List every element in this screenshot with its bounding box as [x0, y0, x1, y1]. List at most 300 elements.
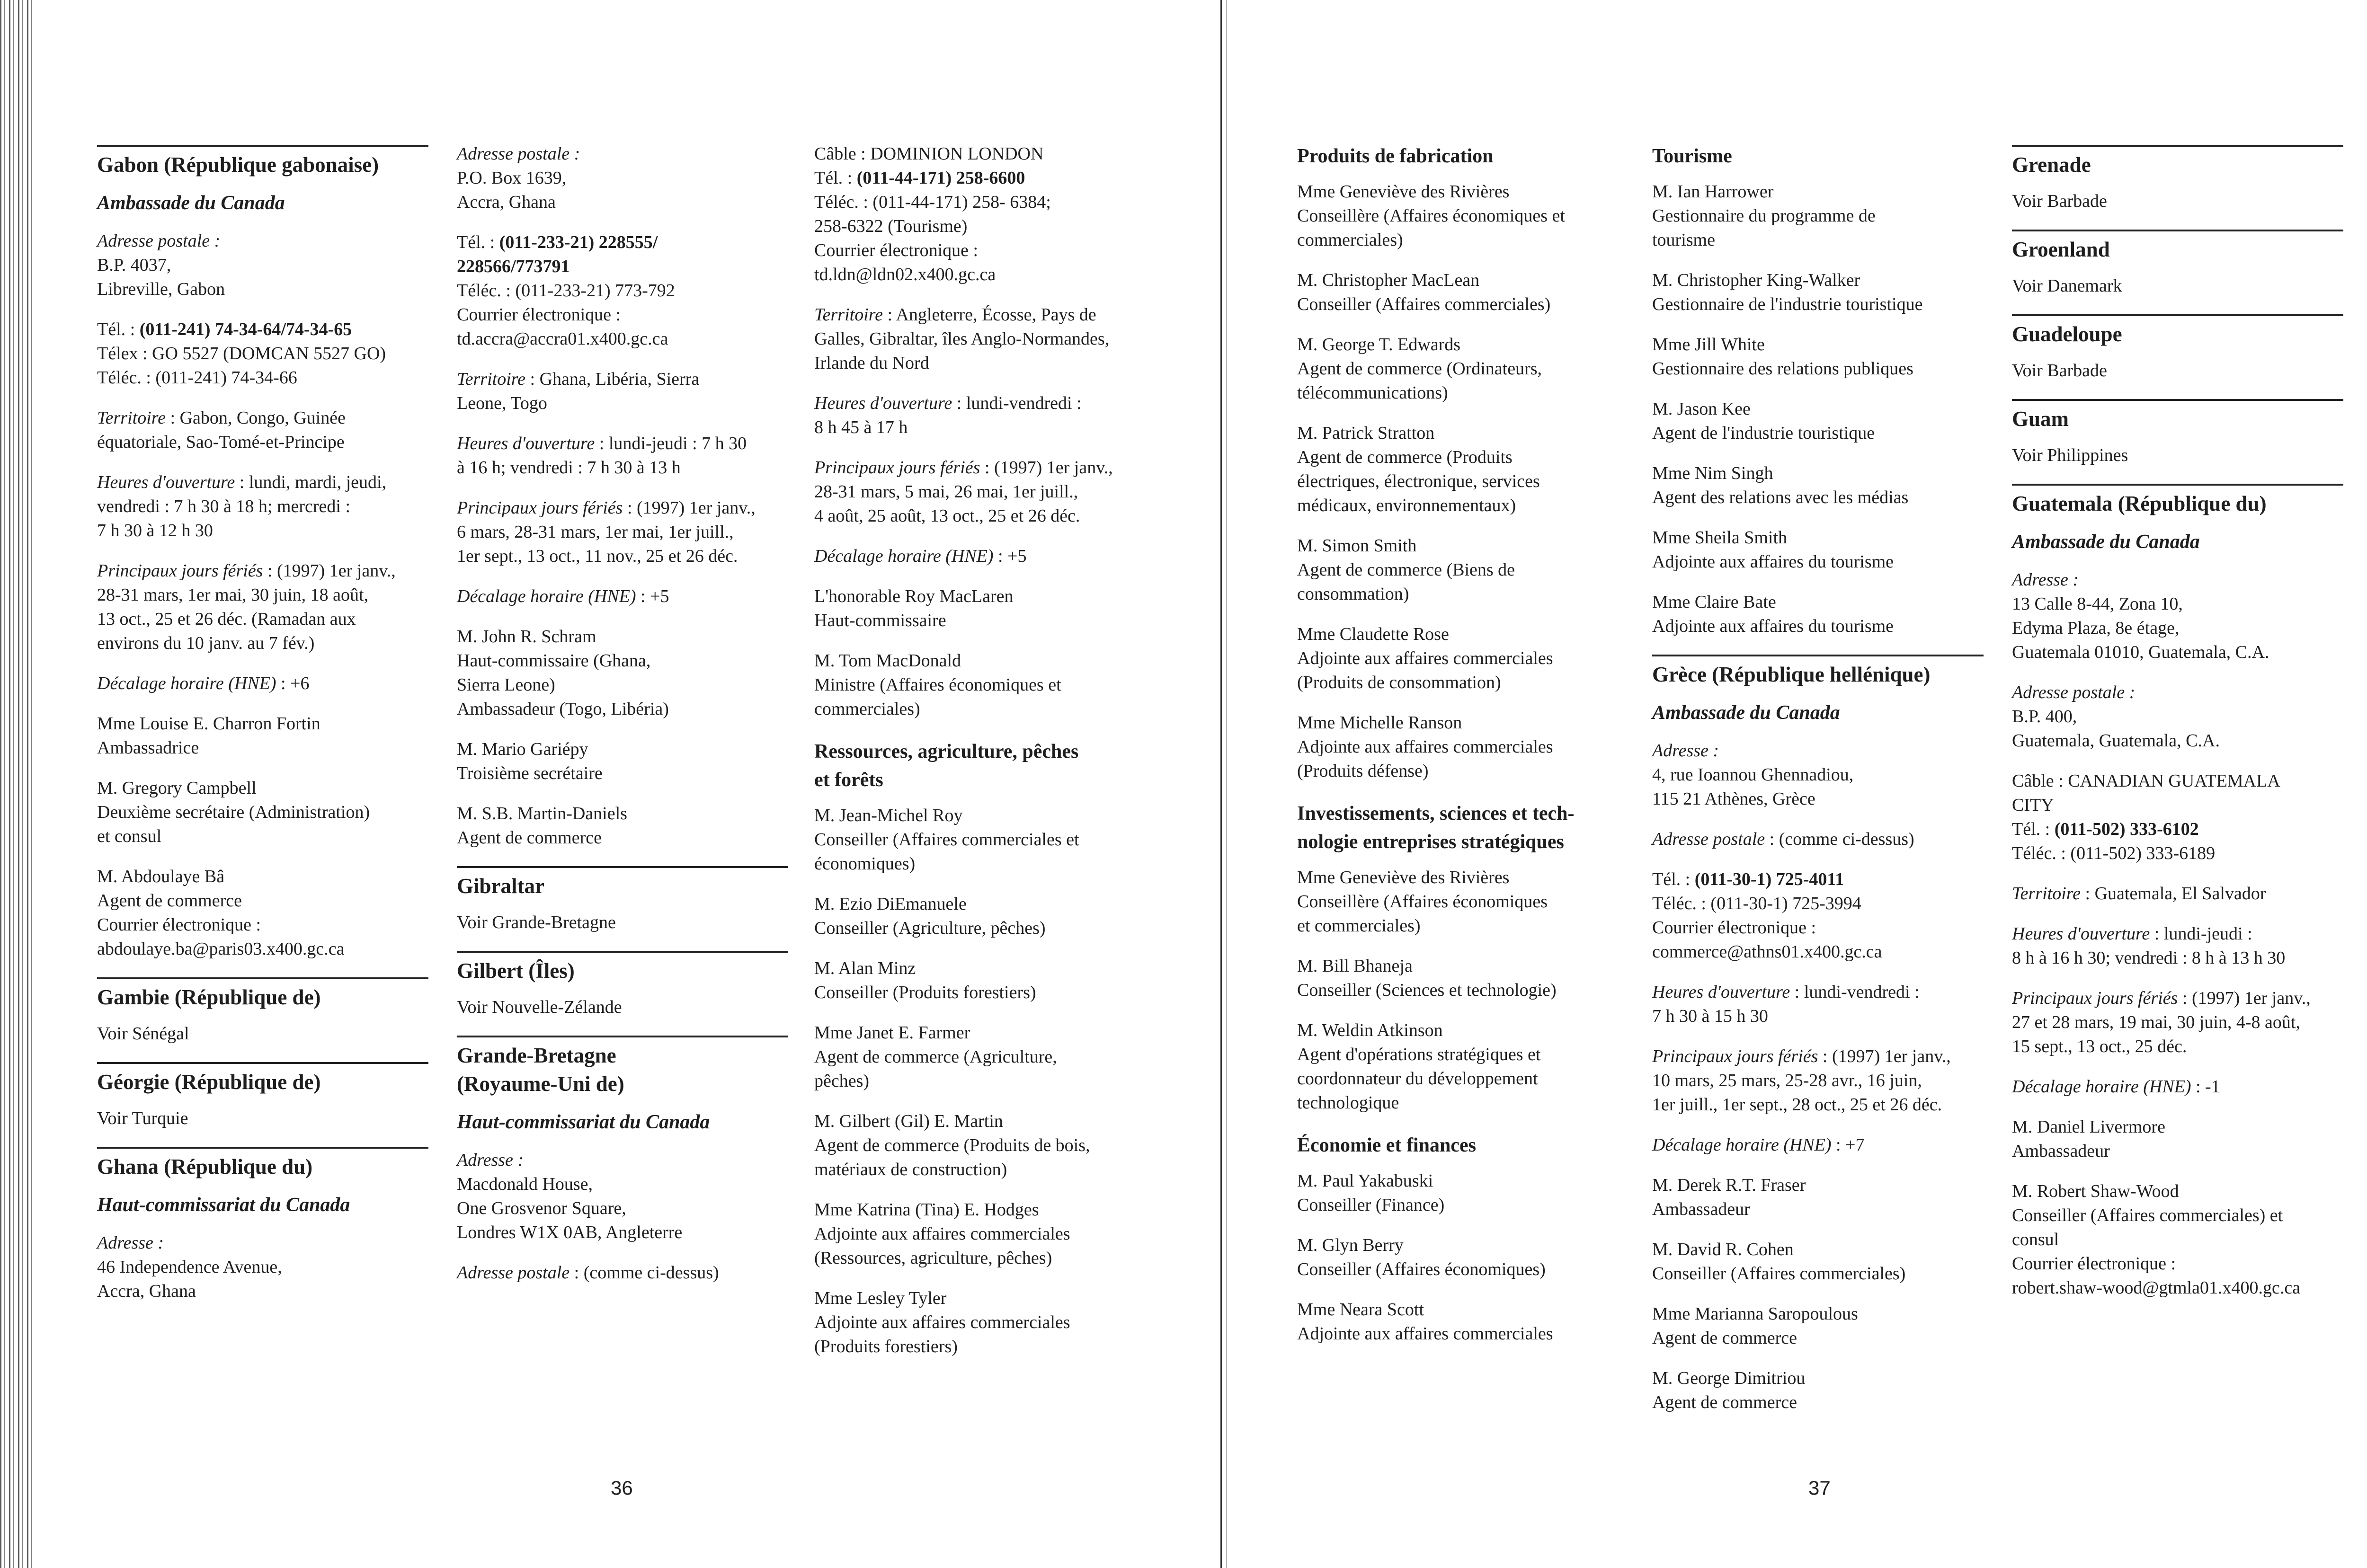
field-label: Décalage horaire (HNE): [97, 673, 276, 693]
entry-line: Conseiller (Sciences et technologie): [1297, 980, 1557, 1000]
entry-block: [1297, 866, 1628, 938]
entry-line: Troisième secrétaire: [457, 763, 603, 783]
field-label: Principaux jours fériés: [457, 498, 623, 518]
phone-number: (011-30-1) 725-4011: [1694, 869, 1844, 889]
field-label: Principaux jours fériés: [1652, 1046, 1818, 1066]
entry-line: M. Simon Smith: [1297, 536, 1417, 556]
phone-number: 228566/773791: [457, 257, 570, 276]
country-heading: Groenland: [2012, 230, 2343, 264]
entry-block: [97, 470, 428, 543]
entry-block: [457, 367, 788, 416]
entry-line: matériaux de construction): [814, 1160, 1007, 1179]
entry-line: Téléc. : (011-241) 74-34-66: [97, 368, 297, 388]
entry-line: M. Jean-Michel Roy: [814, 806, 963, 825]
entry-line: Ambassadrice: [97, 738, 199, 758]
entry-block: [2012, 1075, 2343, 1099]
entry-block: [1652, 1238, 1984, 1286]
section-heading-line: Investissements, sciences et tech-: [1297, 803, 1575, 824]
entry-line: Mme Janet E. Farmer: [814, 1023, 970, 1043]
entry-line: vendredi : 7 h 30 à 18 h; mercredi :: [97, 496, 351, 516]
entry-line: M. S.B. Martin-Daniels: [457, 804, 627, 824]
field-label: Principaux jours fériés: [2012, 988, 2178, 1008]
field-label: Territoire: [97, 408, 166, 428]
entry-line: Agent de commerce (Biens de: [1297, 560, 1515, 580]
country-heading: [457, 1036, 788, 1098]
section-heading-line: Tourisme: [1652, 145, 1732, 167]
entry-line: Mme Geneviève des Rivières: [1297, 182, 1510, 202]
entry-line: Courrier électronique :: [1652, 918, 1816, 938]
entry-block: [457, 496, 788, 568]
entry-line: Mme Katrina (Tina) E. Hodges: [814, 1200, 1039, 1220]
entry-block: [457, 230, 788, 351]
field-label: Adresse :: [457, 1150, 524, 1170]
entry-line: commerciales): [814, 699, 920, 719]
entry-line: M. Jason Kee: [1652, 399, 1751, 419]
entry-line: Mme Geneviève des Rivières: [1297, 868, 1510, 887]
mission-title: Haut-commissariat du Canada: [97, 1194, 350, 1216]
field-label: Heures d'ouverture: [97, 472, 235, 492]
section-heading-line: Produits de fabrication: [1297, 145, 1494, 167]
entry-line: Conseiller (Affaires commerciales et: [814, 830, 1079, 850]
entry-block: [457, 1261, 788, 1285]
entry-line: Agent de commerce (Produits: [1297, 447, 1513, 467]
entry-line: M. John R. Schram: [457, 627, 596, 647]
entry-line: 258-6322 (Tourisme): [814, 216, 968, 236]
entry-line: Galles, Gibraltar, îles Anglo-Normandes,: [814, 329, 1110, 349]
entry-line: M. Mario Gariépy: [457, 739, 588, 759]
entry-block: [2012, 274, 2343, 298]
mission-title: Ambassade du Canada: [1652, 702, 1840, 724]
page-right: [1231, 0, 2367, 1568]
entry-block: [97, 559, 428, 656]
entry-block: [814, 142, 1146, 287]
entry-line: Edyma Plaza, 8e étage,: [2012, 618, 2180, 638]
country-heading: Gabon (République gabonaise): [97, 145, 428, 179]
field-label: Territoire: [814, 305, 883, 325]
page-number: 37: [1808, 1477, 1831, 1499]
column: [1652, 142, 1984, 1431]
entry-block: [814, 892, 1146, 940]
entry-block: [1297, 954, 1628, 1002]
entry-line: Adjointe aux affaires du tourisme: [1652, 616, 1894, 636]
entry-line: 6 mars, 28-31 mars, 1er mai, 1er juill.,: [457, 522, 734, 542]
entry-block: [814, 1286, 1146, 1359]
entry-line: M. Alan Minz: [814, 958, 916, 978]
phone-number: (011-241) 74-34-64/74-34-65: [139, 319, 352, 339]
entry-line: P.O. Box 1639,: [457, 168, 567, 188]
entry-block: [2012, 681, 2343, 753]
entry-line: Territoire : Guatemala, El Salvador: [2012, 884, 2266, 904]
entry-line: 8 h à 16 h 30; vendredi : 8 h à 13 h 30: [2012, 948, 2286, 968]
entry-line: Macdonald House,: [457, 1174, 593, 1194]
entry-line: Mme Sheila Smith: [1652, 528, 1787, 548]
entry-line: Heures d'ouverture : lundi-jeudi : 7 h 30: [457, 434, 747, 453]
section-heading-line: nologie entreprises stratégiques: [1297, 831, 1564, 853]
entry-line: M. Christopher King-Walker: [1652, 270, 1860, 290]
entry-block: [97, 406, 428, 454]
country-heading: Gilbert (Îles): [457, 951, 788, 985]
entry-line: Conseiller (Affaires commerciales): [1652, 1264, 1906, 1284]
entry-line: 46 Independence Avenue,: [97, 1257, 282, 1277]
entry-block: [1297, 1019, 1628, 1115]
entry-block: [1297, 1169, 1628, 1217]
entry-block: [1652, 1366, 1984, 1415]
entry-line: Agent des relations avec les médias: [1652, 487, 1909, 507]
entry-line: (Ressources, agriculture, pêches): [814, 1248, 1052, 1268]
entry-line: 1er juill., 1er sept., 28 oct., 25 et 26 déc.: [1652, 1095, 1942, 1115]
entry-line: Décalage horaire (HNE) : +5: [814, 546, 1027, 566]
country-heading: Gibraltar: [457, 866, 788, 900]
entry-block: [2012, 1115, 2343, 1163]
entry-line: M. George Dimitriou: [1652, 1368, 1806, 1388]
entry-block: [97, 865, 428, 961]
entry-block: [814, 544, 1146, 568]
entry-line: td.accra@accra01.x400.gc.ca: [457, 329, 668, 349]
entry-line: 8 h 45 à 17 h: [814, 417, 908, 437]
entry-line: Téléc. : (011-44-171) 258- 6384;: [814, 192, 1051, 212]
entry-block: [457, 737, 788, 786]
entry-block: [2012, 1179, 2343, 1300]
entry-block: [97, 776, 428, 849]
entry-block: [2012, 922, 2343, 970]
entry-line: Adresse postale : (comme ci-dessus): [457, 1263, 719, 1283]
entry-line: td.ldn@ldn02.x400.gc.ca: [814, 265, 996, 284]
entry-line: Principaux jours fériés : (1997) 1er janv.,: [457, 498, 756, 518]
entry-block: [1297, 1233, 1628, 1282]
entry-line: Adjointe aux affaires du tourisme: [1652, 552, 1894, 572]
entry-block: [814, 1109, 1146, 1182]
entry-line: [457, 142, 788, 166]
entry-block: [1652, 333, 1984, 381]
entry-line: M. Patrick Stratton: [1297, 423, 1435, 443]
entry-line: 10 mars, 25 mars, 25-28 avr., 16 juin,: [1652, 1071, 1922, 1090]
section-heading: [1652, 142, 1984, 170]
entry-block: [1652, 268, 1984, 317]
field-label: Territoire: [2012, 884, 2081, 904]
entry-block: [2012, 568, 2343, 664]
country-heading: Guatemala (République du): [2012, 484, 2343, 518]
field-label: Territoire: [457, 369, 526, 389]
entry-block: [2012, 769, 2343, 866]
entry-line: (Produits défense): [1297, 761, 1429, 781]
entry-line: tourisme: [1652, 230, 1715, 250]
column: [2012, 142, 2343, 1316]
entry-block: [2012, 189, 2343, 213]
entry-line: et consul: [97, 826, 162, 846]
entry-line: [457, 255, 788, 279]
entry-line: Agent de commerce: [457, 828, 602, 848]
entry-block: [1297, 180, 1628, 252]
entry-line: Adjointe aux affaires commerciales: [1297, 648, 1553, 668]
entry-line: Heures d'ouverture : lundi-vendredi :: [1652, 982, 1920, 1002]
entry-line: M. Daniel Livermore: [2012, 1117, 2165, 1137]
entry-block: [457, 802, 788, 850]
entry-line: Mme Claire Bate: [1652, 592, 1776, 612]
entry-line: B.P. 400,: [2012, 707, 2077, 726]
entry-line: Leone, Togo: [457, 393, 547, 413]
entry-block: [1652, 526, 1984, 574]
entry-line: 7 h 30 à 12 h 30: [97, 521, 213, 540]
entry-block: [457, 142, 788, 214]
book-spine-shadow: [1226, 0, 1227, 1568]
field-label: Décalage horaire (HNE): [1652, 1135, 1832, 1155]
entry-line: M. Bill Bhaneja: [1297, 956, 1413, 976]
entry-line: Mme Claudette Rose: [1297, 624, 1449, 644]
entry-line: médicaux, environnementaux): [1297, 496, 1516, 515]
country-heading: Grèce (République hellénique): [1652, 655, 1984, 689]
entry-block: [457, 625, 788, 721]
entry-line: Ministre (Affaires économiques et: [814, 675, 1061, 695]
column: [97, 142, 428, 1320]
entry-block: [1652, 1133, 1984, 1157]
phone-number: (011-502) 333-6102: [2054, 819, 2199, 839]
entry-line: M. David R. Cohen: [1652, 1240, 1794, 1259]
entry-line: Décalage horaire (HNE) : +5: [457, 586, 669, 606]
entry-line: B.P. 4037,: [97, 255, 171, 275]
entry-line: Tél. : (011-233-21) 228555/: [457, 232, 658, 252]
entry-block: [814, 649, 1146, 721]
column: [457, 142, 788, 1301]
entry-block: [457, 432, 788, 480]
entry-line: Décalage horaire (HNE) : +6: [97, 673, 310, 693]
entry-line: Agent de commerce (Ordinateurs,: [1297, 359, 1542, 379]
entry-block: [2012, 359, 2343, 383]
entry-line: Mme Michelle Ranson: [1297, 713, 1462, 733]
mission-title: Ambassade du Canada: [2012, 531, 2200, 553]
entry-block: [1652, 980, 1984, 1028]
section-heading: [1297, 799, 1628, 856]
entry-block: [97, 1107, 428, 1131]
entry-block: [814, 1198, 1146, 1270]
field-label: Adresse postale :: [457, 144, 580, 164]
entry-line: Agent de commerce: [1652, 1328, 1797, 1348]
field-label: Adresse postale: [1652, 829, 1765, 849]
entry-line: Voir Sénégal: [97, 1024, 189, 1044]
entry-line: Haut-commissaire (Ghana,: [457, 651, 651, 671]
entry-line: Principaux jours fériés : (1997) 1er janv.,: [814, 458, 1113, 478]
entry-line: 13 oct., 25 et 26 déc. (Ramadan aux: [97, 609, 356, 629]
entry-line: Mme Lesley Tyler: [814, 1288, 947, 1308]
entry-line: Courrier électronique :: [814, 240, 979, 260]
entry-line: Deuxième secrétaire (Administration): [97, 802, 370, 822]
entry-line: équatoriale, Sao-Tomé-et-Principe: [97, 432, 345, 452]
entry-line: électriques, électronique, services: [1297, 471, 1540, 491]
entry-line: Territoire : Angleterre, Écosse, Pays de: [814, 305, 1096, 325]
entry-line: M. Paul Yakabuski: [1297, 1171, 1433, 1191]
entry-block: [457, 911, 788, 935]
entry-block: [1652, 180, 1984, 252]
entry-block: [814, 303, 1146, 375]
entry-line: Territoire : Ghana, Libéria, Sierra: [457, 369, 700, 389]
entry-block: [814, 957, 1146, 1005]
entry-line: [97, 229, 428, 253]
entry-line: M. Christopher MacLean: [1297, 270, 1480, 290]
entry-line: Conseiller (Agriculture, pêches): [814, 918, 1046, 938]
entry-line: [457, 1148, 788, 1172]
country-heading: Ghana (République du): [97, 1147, 428, 1181]
entry-block: [814, 391, 1146, 440]
entry-line: Décalage horaire (HNE) : +7: [1652, 1135, 1865, 1155]
entry-line: Gestionnaire du programme de: [1652, 206, 1876, 226]
country-heading: Grenade: [2012, 145, 2343, 179]
mission-title: Haut-commissariat du Canada: [457, 1111, 710, 1133]
section-heading-line: et forêts: [814, 769, 883, 791]
entry-line: Ambassadeur (Togo, Libéria): [457, 699, 669, 719]
entry-block: [814, 456, 1146, 528]
entry-line: 15 sept., 13 oct., 25 déc.: [2012, 1036, 2187, 1056]
field-label: Principaux jours fériés: [97, 561, 263, 581]
entry-line: M. Ian Harrower: [1652, 182, 1774, 202]
entry-line: Voir Grande-Bretagne: [457, 912, 616, 932]
entry-block: [814, 804, 1146, 876]
entry-line: Principaux jours fériés : (1997) 1er janv.,: [1652, 1046, 1951, 1066]
entry-line: Ambassadeur: [2012, 1141, 2110, 1161]
entry-block: [1297, 268, 1628, 317]
entry-line: télécommunications): [1297, 383, 1448, 403]
country-heading-line: Grande-Bretagne: [457, 1044, 616, 1067]
country-heading: Guam: [2012, 399, 2343, 433]
section-heading: [1297, 142, 1628, 170]
entry-line: Voir Barbade: [2012, 361, 2107, 381]
entry-line: 115 21 Athènes, Grèce: [1652, 789, 1815, 809]
entry-line: 13 Calle 8-44, Zona 10,: [2012, 594, 2183, 614]
entry-line: 27 et 28 mars, 19 mai, 30 juin, 4-8 août,: [2012, 1012, 2300, 1032]
entry-block: [1297, 421, 1628, 518]
entry-block: [97, 318, 428, 390]
entry-line: Conseiller (Affaires économiques): [1297, 1259, 1546, 1279]
phone-number: (011-233-21) 228555/: [499, 232, 658, 252]
entry-line: Tél. : (011-241) 74-34-64/74-34-65: [97, 319, 352, 339]
entry-line: Courrier électronique :: [457, 305, 621, 325]
entry-line: Mme Louise E. Charron Fortin: [97, 714, 320, 734]
field-label: Adresse :: [97, 1233, 164, 1253]
entry-line: Câble : CANADIAN GUATEMALA: [2012, 771, 2280, 791]
column: [814, 142, 1146, 1375]
entry-block: [2012, 882, 2343, 906]
entry-line: Libreville, Gabon: [97, 279, 225, 299]
entry-line: Télex : GO 5527 (DOMCAN 5527 GO): [97, 344, 386, 363]
entry-line: CITY: [2012, 795, 2054, 815]
section-heading: [814, 737, 1146, 794]
entry-line: 28-31 mars, 5 mai, 26 mai, 1er juill.,: [814, 482, 1078, 502]
entry-block: [1652, 397, 1984, 445]
entry-line: Agent de commerce: [1652, 1392, 1797, 1412]
entry-line: 7 h 30 à 15 h 30: [1652, 1006, 1768, 1026]
entry-block: [1652, 739, 1984, 811]
entry-line: Adjointe aux affaires commerciales: [814, 1224, 1070, 1244]
entry-line: Gestionnaire des relations publiques: [1652, 359, 1913, 379]
entry-line: Adjointe aux affaires commerciales: [1297, 737, 1553, 757]
entry-line: Conseillère (Affaires économiques: [1297, 892, 1548, 912]
entry-line: Conseiller (Affaires commerciales): [1297, 294, 1551, 314]
entry-line: Mme Marianna Saropoulous: [1652, 1304, 1858, 1324]
entry-line: Voir Danemark: [2012, 276, 2122, 296]
entry-block: [97, 672, 428, 696]
entry-line: Haut-commissaire: [814, 611, 946, 630]
entry-line: (Produits de consommation): [1297, 673, 1501, 692]
section-heading-line: Économie et finances: [1297, 1134, 1476, 1156]
field-label: Décalage horaire (HNE): [457, 586, 636, 606]
entry-line: Principaux jours fériés : (1997) 1er janv.,: [97, 561, 396, 581]
entry-block: [1297, 622, 1628, 695]
entry-line: [2012, 568, 2343, 592]
entry-line: One Grosvenor Square,: [457, 1198, 626, 1218]
entry-line: Câble : DOMINION LONDON: [814, 144, 1044, 164]
entry-line: Téléc. : (011-502) 333-6189: [2012, 843, 2216, 863]
field-label: Adresse :: [1652, 741, 1719, 761]
entry-block: [457, 585, 788, 609]
country-heading: Guadeloupe: [2012, 314, 2343, 348]
entry-line: technologique: [1297, 1093, 1399, 1113]
entry-line: Heures d'ouverture : lundi-jeudi :: [2012, 924, 2252, 944]
entry-block: [1297, 534, 1628, 606]
entry-line: commerciales): [1297, 230, 1403, 250]
entry-line: 28-31 mars, 1er mai, 30 juin, 18 août,: [97, 585, 369, 605]
entry-line: environs du 10 janv. au 7 fév.): [97, 633, 315, 653]
entry-line: Téléc. : (011-30-1) 725-3994: [1652, 894, 1861, 913]
entry-line: Adjointe aux affaires commerciales: [814, 1312, 1070, 1332]
entry-line: à 16 h; vendredi : 7 h 30 à 13 h: [457, 458, 681, 478]
field-label: Heures d'ouverture: [457, 434, 595, 453]
entry-line: M. Robert Shaw-Wood: [2012, 1181, 2179, 1201]
field-label: Heures d'ouverture: [814, 393, 952, 413]
entry-line: Tél. : (011-502) 333-6102: [2012, 819, 2199, 839]
entry-block: [2012, 443, 2343, 468]
entry-block: [1652, 868, 1984, 964]
entry-block: [97, 1231, 428, 1303]
entry-line: Décalage horaire (HNE) : -1: [2012, 1077, 2220, 1097]
entry-line: Conseiller (Produits forestiers): [814, 983, 1036, 1002]
field-label: Adresse postale :: [2012, 682, 2136, 702]
entry-line: coordonnateur du développement: [1297, 1069, 1538, 1089]
entry-line: [2012, 681, 2343, 705]
entry-block: [97, 1022, 428, 1046]
entry-line: Heures d'ouverture : lundi, mardi, jeudi,: [97, 472, 387, 492]
entry-line: consul: [2012, 1230, 2059, 1249]
entry-line: [1652, 739, 1984, 763]
entry-line: Courrier électronique :: [2012, 1254, 2176, 1274]
entry-line: Territoire : Gabon, Congo, Guinée: [97, 408, 346, 428]
entry-line: Guatemala, Guatemala, C.A.: [2012, 731, 2220, 751]
entry-block: [814, 585, 1146, 633]
phone-number: (011-44-171) 258-6600: [856, 168, 1025, 188]
entry-line: [97, 1231, 428, 1255]
entry-block: [2012, 986, 2343, 1059]
entry-block: [1297, 711, 1628, 783]
entry-block: [814, 1021, 1146, 1093]
entry-block: [1297, 333, 1628, 405]
entry-line: Tél. : (011-44-171) 258-6600: [814, 168, 1025, 188]
field-label: Décalage horaire (HNE): [814, 546, 994, 566]
entry-line: Mme Nim Singh: [1652, 463, 1773, 483]
field-label: Décalage horaire (HNE): [2012, 1077, 2191, 1097]
country-heading-line: (Royaume-Uni de): [457, 1072, 624, 1096]
entry-block: [1297, 1298, 1628, 1346]
entry-line: Conseillère (Affaires économiques et: [1297, 206, 1565, 226]
entry-line: M. Weldin Atkinson: [1297, 1020, 1443, 1040]
section-heading: [1297, 1131, 1628, 1160]
entry-block: [1652, 590, 1984, 638]
entry-line: Voir Philippines: [2012, 445, 2128, 465]
entry-block: [97, 712, 428, 760]
entry-line: Ambassadeur: [1652, 1199, 1750, 1219]
entry-line: Heures d'ouverture : lundi-vendredi :: [814, 393, 1082, 413]
entry-line: et commerciales): [1297, 916, 1421, 936]
entry-line: pêches): [814, 1071, 870, 1091]
entry-line: Sierra Leone): [457, 675, 555, 695]
entry-line: M. George T. Edwards: [1297, 335, 1461, 354]
entry-line: Mme Neara Scott: [1297, 1300, 1424, 1320]
